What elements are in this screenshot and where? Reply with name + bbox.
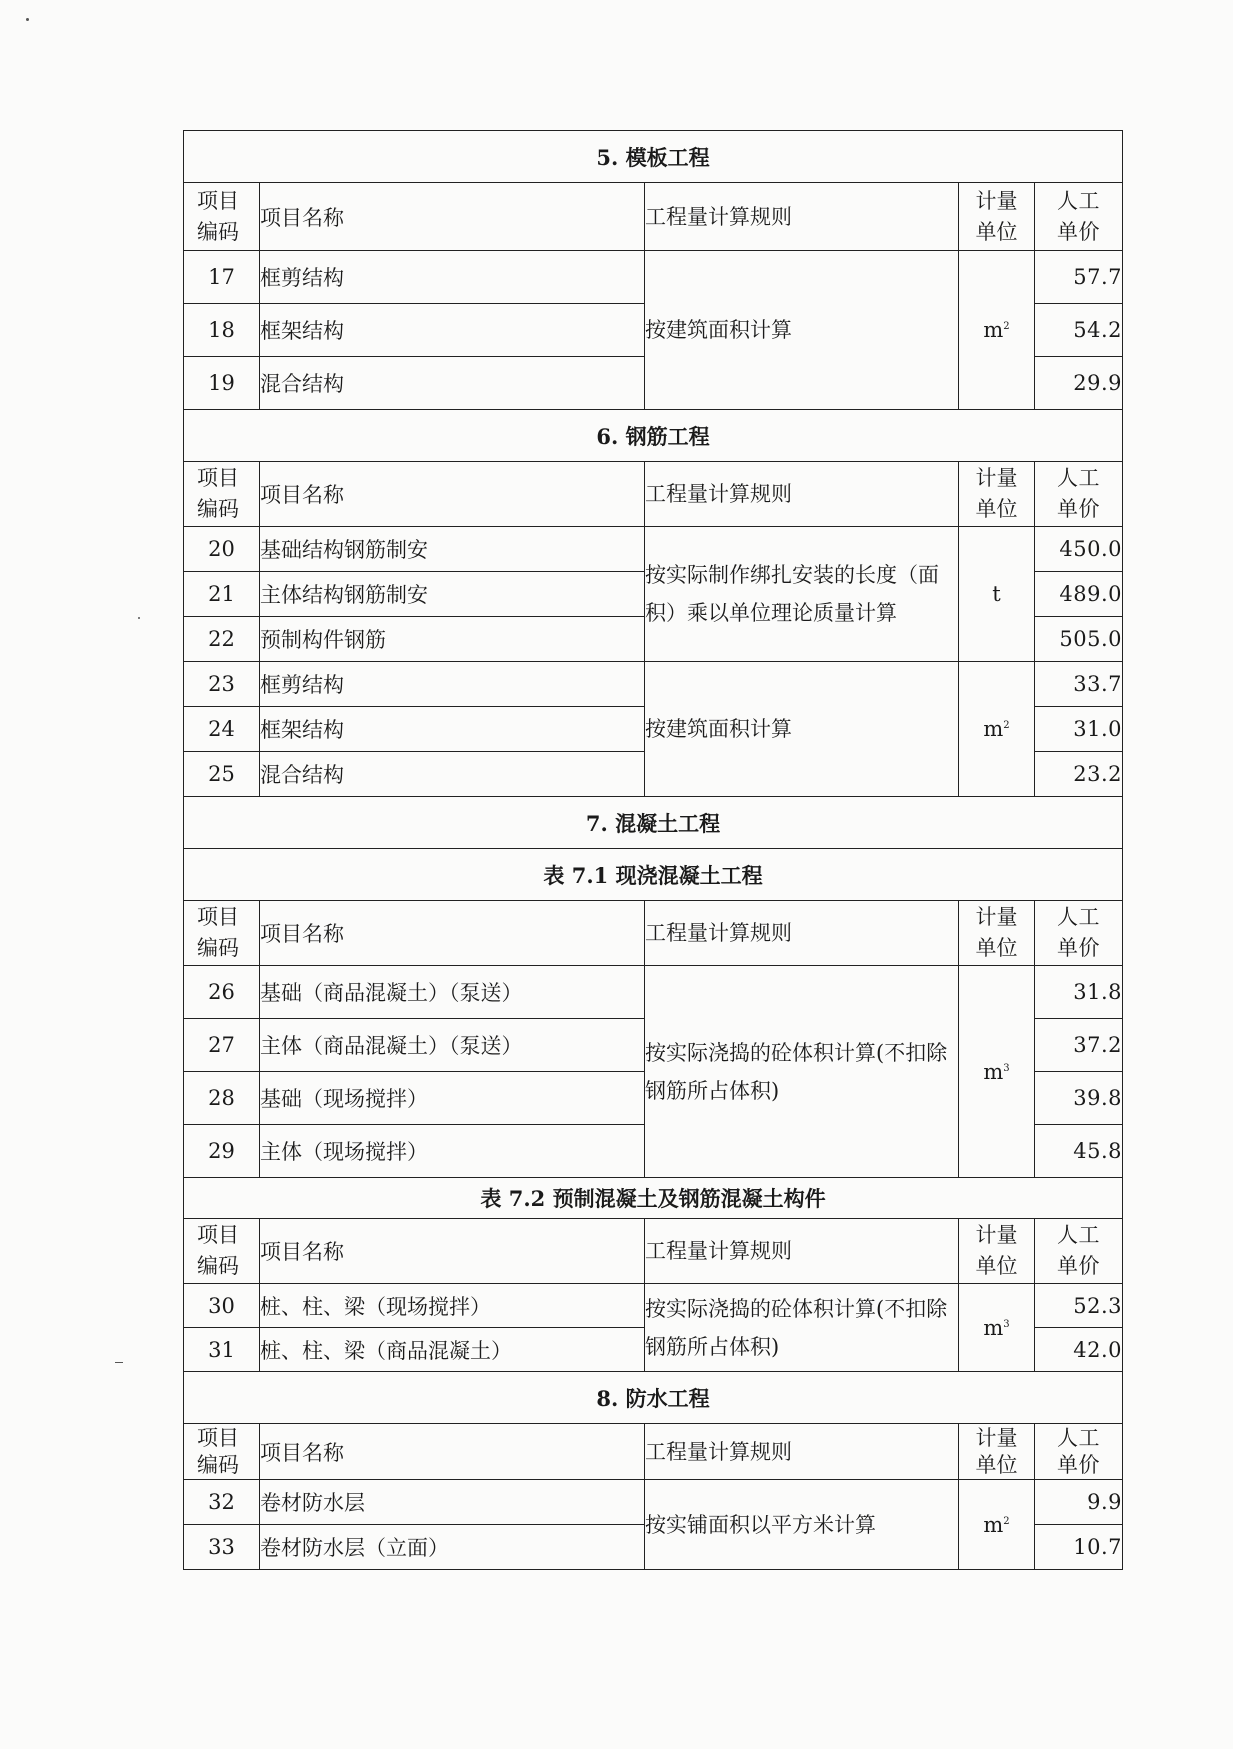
header-price: 人工 单价 [1035, 901, 1123, 966]
header-row [184, 183, 1123, 251]
header-name: 项目名称 [260, 462, 645, 527]
item-name: 基础结构钢筋制安 [260, 527, 645, 572]
table-row [184, 251, 1123, 304]
table-subtitle: 表 7.2 预制混凝土及钢筋混凝土构件 [184, 1178, 1123, 1219]
item-code: 20 [184, 527, 260, 572]
header-row [184, 1219, 1123, 1284]
header-unit: 计量 单位 [959, 901, 1035, 966]
item-name: 框架结构 [260, 304, 645, 357]
unit-price: 57.7 [1035, 251, 1123, 304]
measure-unit: $m^3$ [959, 966, 1035, 1178]
item-name: 预制构件钢筋 [260, 617, 645, 662]
header-code: 项目 编码 [184, 901, 260, 966]
header-row [184, 462, 1123, 527]
unit-price: 450.0 [1035, 527, 1123, 572]
header-rule: 工程量计算规则 [645, 1424, 959, 1480]
unit-price: 42.0 [1035, 1328, 1123, 1372]
measure-unit: $m^3$ [959, 1284, 1035, 1372]
table-row [184, 1284, 1123, 1328]
table-subtitle: 表 7.1 现浇混凝土工程 [184, 849, 1123, 901]
measure-unit: $m^2$ [959, 1480, 1035, 1570]
header-rule: 工程量计算规则 [645, 1219, 959, 1284]
calc-rule: 按实际制作绑扎安装的长度（面积）乘以单位理论质量计算 [645, 527, 959, 662]
calc-rule: 按实际浇捣的砼体积计算(不扣除钢筋所占体积) [645, 1284, 959, 1372]
measure-unit: $m^2$ [959, 251, 1035, 410]
item-name: 主体（现场搅拌） [260, 1125, 645, 1178]
item-name: 混合结构 [260, 357, 645, 410]
header-unit: 计量 单位 [959, 183, 1035, 251]
calc-rule: 按实铺面积以平方米计算 [645, 1480, 959, 1570]
scan-speck [138, 617, 140, 619]
section-title: 7. 混凝土工程 [184, 797, 1123, 849]
item-name: 框剪结构 [260, 662, 645, 707]
item-name: 卷材防水层（立面） [260, 1525, 645, 1570]
item-code: 30 [184, 1284, 260, 1328]
item-code: 24 [184, 707, 260, 752]
header-rule: 工程量计算规则 [645, 183, 959, 251]
measure-unit: $m^2$ [959, 662, 1035, 797]
measure-unit: t [959, 527, 1035, 662]
item-code: 26 [184, 966, 260, 1019]
price-table [183, 130, 1123, 1570]
item-code: 23 [184, 662, 260, 707]
item-code: 31 [184, 1328, 260, 1372]
item-name: 桩、柱、梁（现场搅拌） [260, 1284, 645, 1328]
unit-price: 39.8 [1035, 1072, 1123, 1125]
item-code: 33 [184, 1525, 260, 1570]
unit-price: 10.7 [1035, 1525, 1123, 1570]
header-unit: 计量 单位 [959, 462, 1035, 527]
header-code: 项目 编码 [184, 1424, 260, 1480]
header-row [184, 901, 1123, 966]
unit-price: 23.2 [1035, 752, 1123, 797]
item-name: 主体结构钢筋制安 [260, 572, 645, 617]
section-title: 8. 防水工程 [184, 1372, 1123, 1424]
header-code: 项目 编码 [184, 1219, 260, 1284]
header-rule: 工程量计算规则 [645, 901, 959, 966]
item-name: 卷材防水层 [260, 1480, 645, 1525]
item-code: 22 [184, 617, 260, 662]
unit-price: 489.0 [1035, 572, 1123, 617]
calc-rule: 按实际浇捣的砼体积计算(不扣除钢筋所占体积) [645, 966, 959, 1178]
item-code: 18 [184, 304, 260, 357]
unit-price: 31.8 [1035, 966, 1123, 1019]
item-name: 框剪结构 [260, 251, 645, 304]
header-name: 项目名称 [260, 1424, 645, 1480]
calc-rule: 按建筑面积计算 [645, 251, 959, 410]
unit-price: 45.8 [1035, 1125, 1123, 1178]
section-title: 5. 模板工程 [184, 131, 1123, 183]
unit-price: 9.9 [1035, 1480, 1123, 1525]
unit-price: 31.0 [1035, 707, 1123, 752]
item-name: 桩、柱、梁（商品混凝土） [260, 1328, 645, 1372]
header-name: 项目名称 [260, 1219, 645, 1284]
item-code: 21 [184, 572, 260, 617]
header-code: 项目 编码 [184, 183, 260, 251]
table-row [184, 1480, 1123, 1525]
item-name: 基础（商品混凝土）（泵送） [260, 966, 645, 1019]
section-title: 6. 钢筋工程 [184, 410, 1123, 462]
item-name: 框架结构 [260, 707, 645, 752]
item-name: 混合结构 [260, 752, 645, 797]
header-price: 人工 单价 [1035, 1219, 1123, 1284]
item-code: 19 [184, 357, 260, 410]
calc-rule: 按建筑面积计算 [645, 662, 959, 797]
item-code: 28 [184, 1072, 260, 1125]
unit-price: 29.9 [1035, 357, 1123, 410]
item-code: 25 [184, 752, 260, 797]
unit-price: 37.2 [1035, 1019, 1123, 1072]
table-row [184, 527, 1123, 572]
header-price: 人工 单价 [1035, 183, 1123, 251]
unit-price: 505.0 [1035, 617, 1123, 662]
header-name: 项目名称 [260, 901, 645, 966]
item-code: 27 [184, 1019, 260, 1072]
table-row [184, 662, 1123, 707]
header-name: 项目名称 [260, 183, 645, 251]
unit-price: 33.7 [1035, 662, 1123, 707]
item-code: 29 [184, 1125, 260, 1178]
scan-speck [115, 1362, 123, 1363]
header-unit: 计量 单位 [959, 1424, 1035, 1480]
item-name: 基础（现场搅拌） [260, 1072, 645, 1125]
header-row [184, 1424, 1123, 1480]
header-code: 项目 编码 [184, 462, 260, 527]
header-price: 人工 单价 [1035, 1424, 1123, 1480]
table-row [184, 966, 1123, 1019]
header-unit: 计量 单位 [959, 1219, 1035, 1284]
scan-speck [26, 18, 29, 21]
item-name: 主体（商品混凝土）（泵送） [260, 1019, 645, 1072]
item-code: 32 [184, 1480, 260, 1525]
header-rule: 工程量计算规则 [645, 462, 959, 527]
header-price: 人工 单价 [1035, 462, 1123, 527]
unit-price: 52.3 [1035, 1284, 1123, 1328]
item-code: 17 [184, 251, 260, 304]
unit-price: 54.2 [1035, 304, 1123, 357]
